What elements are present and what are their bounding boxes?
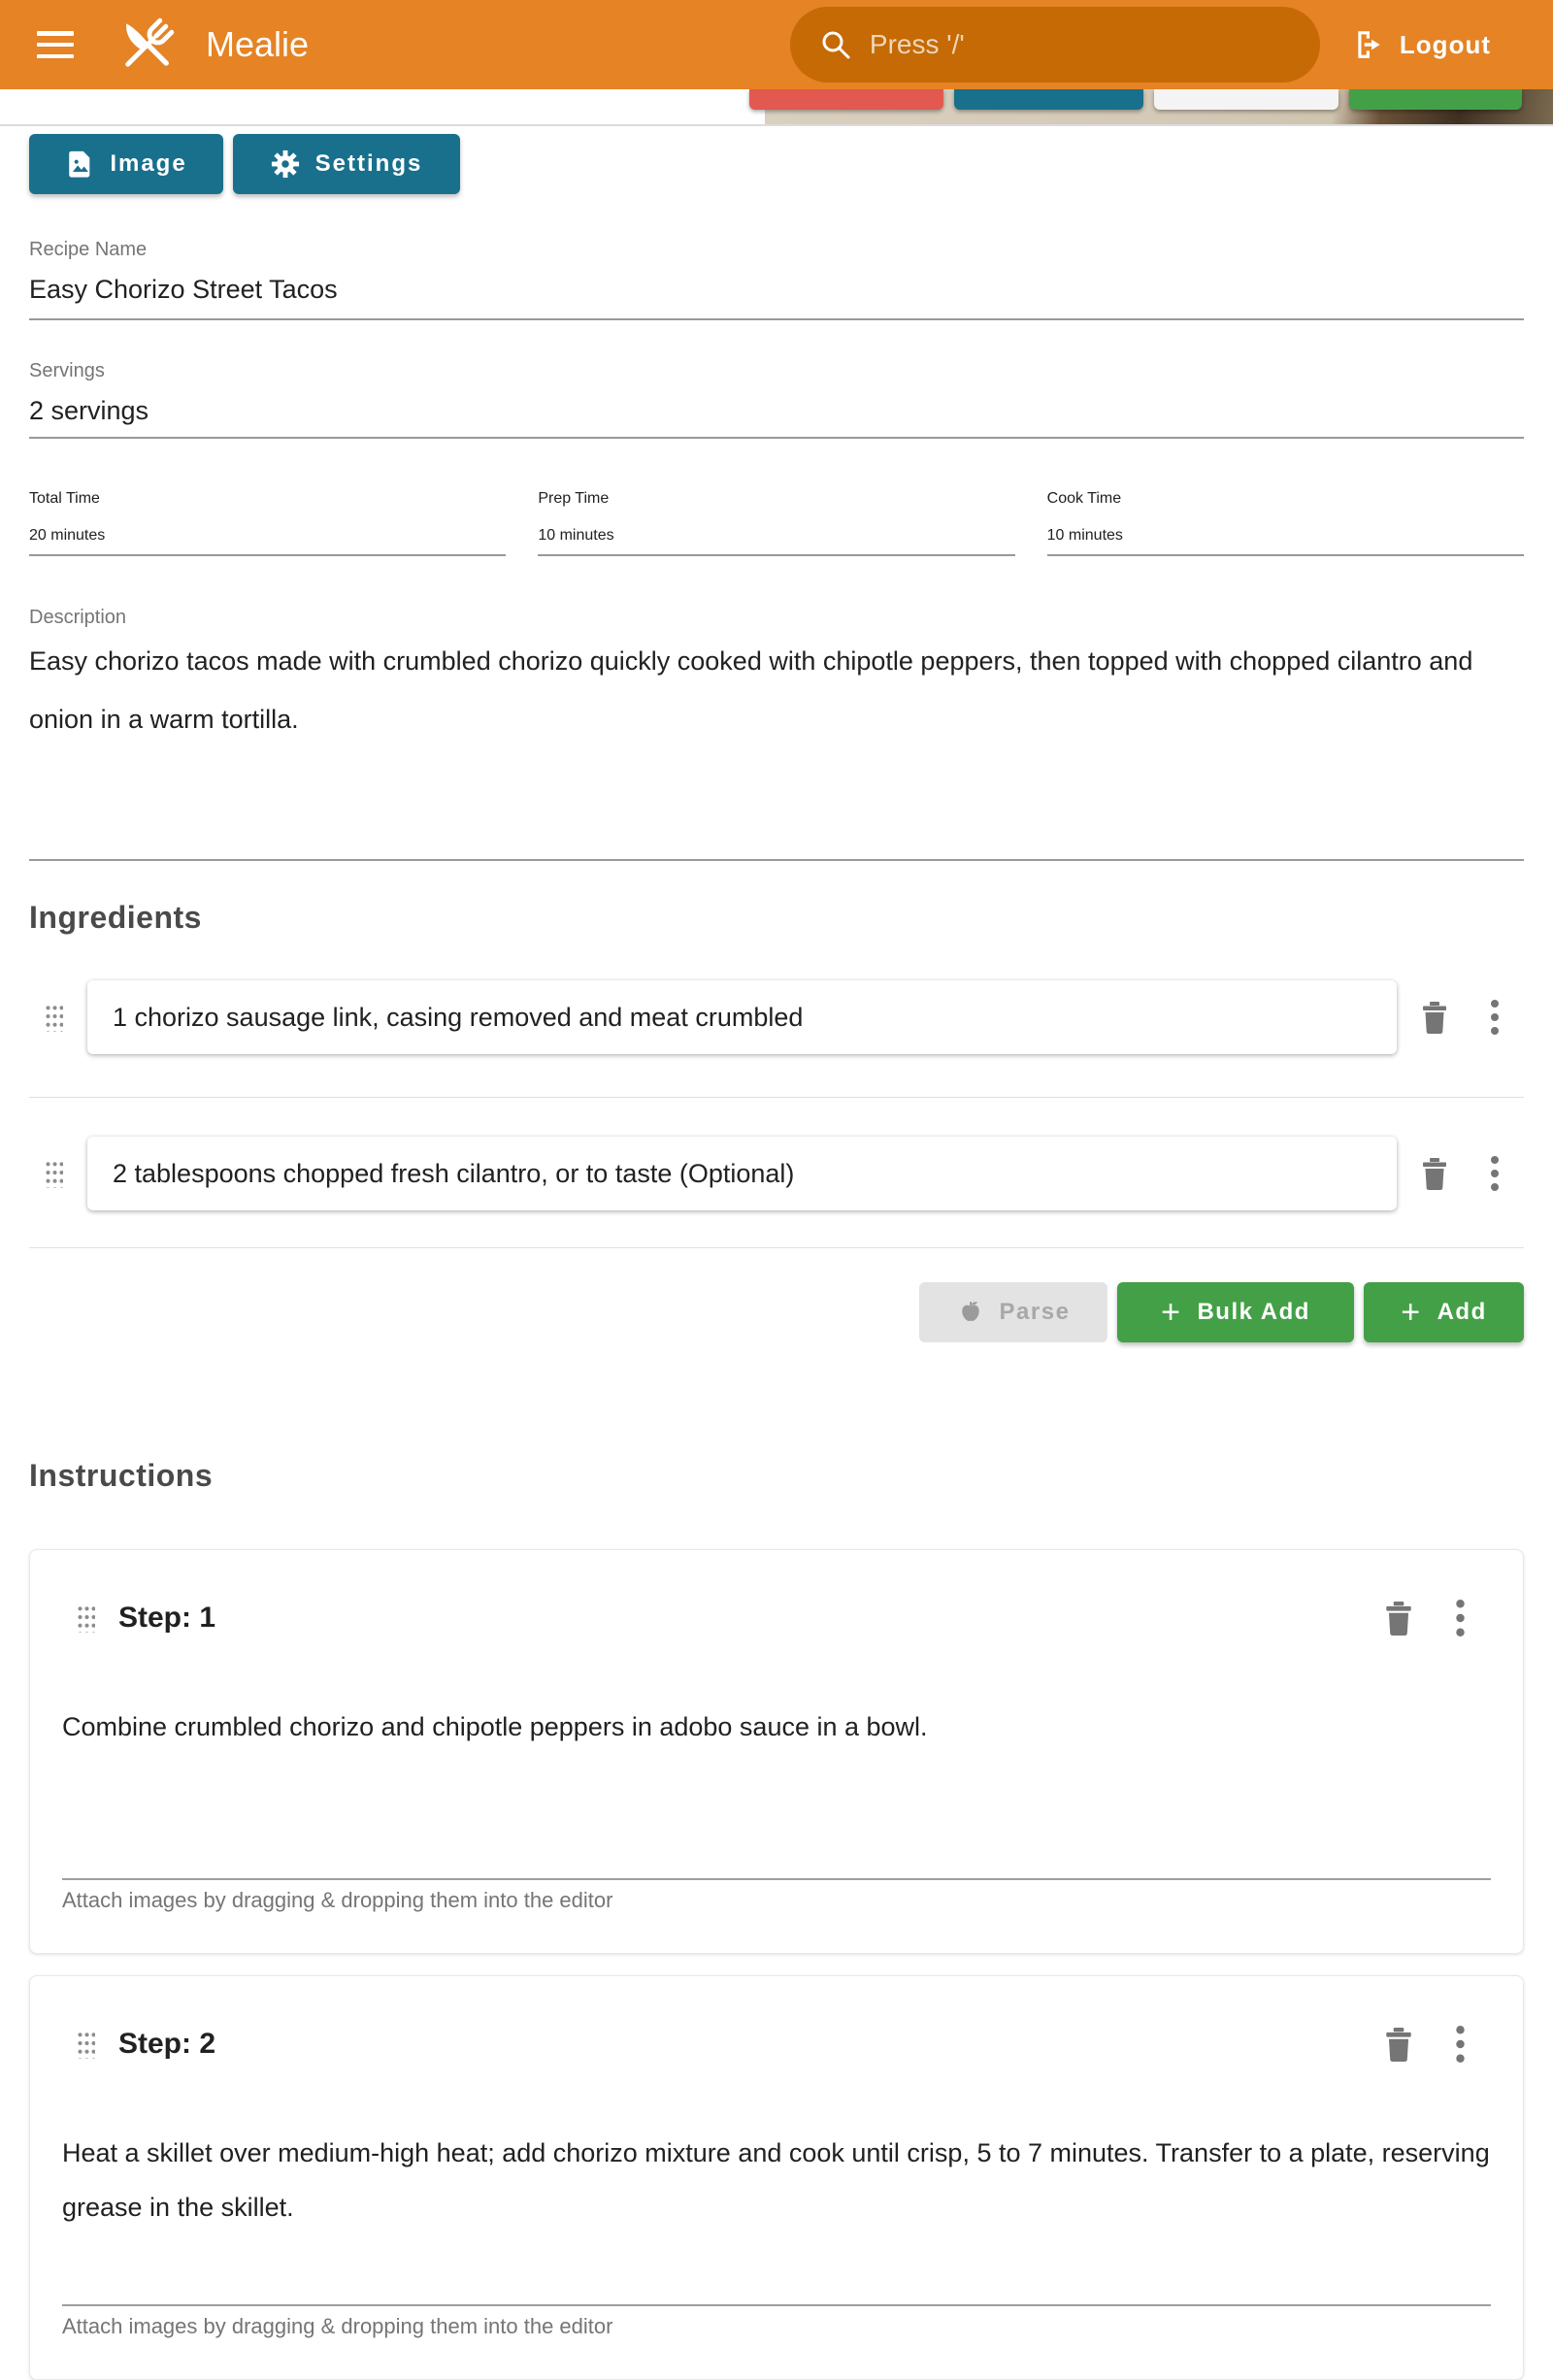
- bulk-add-button[interactable]: [1117, 1282, 1354, 1342]
- ingredient-text: 1 chorizo sausage link, casing removed and meat crumbled: [113, 1002, 804, 1032]
- plus-icon: +: [1161, 1294, 1182, 1331]
- kebab-icon: [1490, 1155, 1500, 1192]
- plus-icon: +: [1401, 1294, 1422, 1331]
- step-card: [29, 1549, 1524, 1954]
- drag-handle-icon[interactable]: [44, 1003, 63, 1032]
- trash-icon: [1383, 1601, 1414, 1636]
- drag-handle-icon[interactable]: [76, 2030, 95, 2059]
- search-placeholder: Press '/': [869, 29, 965, 59]
- apple-icon: [957, 1299, 984, 1326]
- step-editor[interactable]: Heat a skillet over medium-high heat; add chorizo mixture and cook until crisp, 5 to 7 minutes. Transfer to a plate, reserving grease in the skillet.: [62, 2138, 1490, 2222]
- delete-ingredient-button[interactable]: [1420, 1001, 1449, 1034]
- ingredient-input[interactable]: [87, 1137, 1397, 1210]
- mealie-logo-icon: [115, 12, 181, 78]
- logout-label: Logout: [1399, 29, 1491, 59]
- kebab-icon: [1455, 2025, 1466, 2064]
- add-ingredient-button[interactable]: [1364, 1282, 1524, 1342]
- divider: [29, 1097, 1524, 1098]
- step-header: [62, 1597, 1491, 1639]
- step-menu-icon[interactable]: [1455, 2025, 1466, 2064]
- ingredient-row: [29, 980, 1524, 1054]
- recipe-name-field: [29, 240, 1524, 320]
- editor-divider: [62, 2304, 1491, 2306]
- instructions-heading: Instructions: [29, 1458, 214, 1493]
- field-underline: [29, 318, 1524, 320]
- search-input[interactable]: [790, 7, 1320, 83]
- description-label: Description: [29, 607, 127, 628]
- ingredient-text: 2 tablespoons chopped fresh cilantro, or to taste (Optional): [113, 1158, 795, 1188]
- delete-step-button[interactable]: [1383, 1601, 1414, 1636]
- trash-icon: [1420, 1001, 1449, 1034]
- prep-time-label: Prep Time: [538, 490, 610, 507]
- partial-delete-button[interactable]: [749, 89, 943, 110]
- kebab-icon: [1490, 999, 1500, 1036]
- parse-button-label: Parse: [999, 1299, 1071, 1325]
- time-fields-row: [29, 490, 1524, 556]
- description-field: [29, 608, 1524, 861]
- partial-save-button[interactable]: [1349, 89, 1522, 110]
- step-title: Step: 1: [118, 1602, 216, 1634]
- attach-images-hint: Attach images by dragging & dropping them into the editor: [62, 1888, 613, 1912]
- recipe-editor: [0, 134, 1553, 2380]
- drag-handle-icon[interactable]: [44, 1159, 63, 1188]
- step-editor[interactable]: Combine crumbled chorizo and chipotle peppers in adobo sauce in a bowl.: [62, 1712, 928, 1741]
- field-underline: [29, 859, 1524, 861]
- cook-time-field: [1047, 490, 1524, 556]
- step-menu-icon[interactable]: [1455, 1599, 1466, 1637]
- total-time-label: Total Time: [29, 490, 100, 507]
- partial-white-button[interactable]: [1154, 89, 1338, 110]
- delete-step-button[interactable]: [1383, 2027, 1414, 2062]
- menu-icon[interactable]: [37, 31, 74, 58]
- image-file-icon: [65, 149, 94, 179]
- app-header: [0, 0, 1553, 89]
- delete-ingredient-button[interactable]: [1420, 1157, 1449, 1190]
- settings-button[interactable]: [233, 134, 460, 194]
- app-title: Mealie: [206, 24, 310, 64]
- prep-time-input[interactable]: 10 minutes: [538, 527, 614, 544]
- gear-icon: [271, 149, 300, 179]
- search-icon: [819, 28, 852, 61]
- ingredient-input[interactable]: [87, 980, 1397, 1054]
- trash-icon: [1420, 1157, 1449, 1190]
- recipe-name-label: Recipe Name: [29, 239, 148, 260]
- editor-toolbar: [29, 134, 1524, 194]
- divider: [29, 1247, 1524, 1248]
- field-underline: [538, 554, 1014, 556]
- add-button-label: Add: [1437, 1299, 1487, 1325]
- image-button-label: Image: [110, 150, 187, 177]
- servings-field: [29, 361, 1524, 439]
- ingredients-heading: Ingredients: [29, 900, 202, 935]
- field-underline: [1047, 554, 1524, 556]
- drag-handle-icon[interactable]: [76, 1603, 95, 1633]
- field-underline: [29, 437, 1524, 439]
- ingredient-menu-icon[interactable]: [1490, 999, 1500, 1036]
- servings-label: Servings: [29, 360, 105, 381]
- step-title: Step: 2: [118, 2028, 216, 2060]
- parse-button[interactable]: [919, 1282, 1107, 1342]
- image-button[interactable]: [29, 134, 223, 194]
- kebab-icon: [1455, 1599, 1466, 1637]
- total-time-input[interactable]: 20 minutes: [29, 527, 106, 544]
- description-textarea[interactable]: Easy chorizo tacos made with crumbled chorizo quickly cooked with chipotle peppers, then topped with chopped cilantro and onion in a warm tortilla.: [29, 646, 1473, 734]
- ingredient-actions: [29, 1282, 1524, 1342]
- field-underline: [29, 554, 506, 556]
- step-card: [29, 1975, 1524, 2380]
- logout-button[interactable]: [1353, 28, 1491, 61]
- cook-time-input[interactable]: 10 minutes: [1046, 527, 1123, 544]
- cook-time-label: Cook Time: [1046, 490, 1122, 507]
- servings-input[interactable]: 2 servings: [29, 396, 149, 425]
- prep-time-field: [538, 490, 1014, 556]
- attach-images-hint: Attach images by dragging & dropping them into the editor: [62, 2314, 613, 2338]
- ingredient-row: [29, 1137, 1524, 1210]
- step-header: [62, 2023, 1491, 2066]
- recipe-name-input[interactable]: Easy Chorizo Street Tacos: [29, 275, 338, 304]
- total-time-field: [29, 490, 506, 556]
- trash-icon: [1383, 2027, 1414, 2062]
- logout-icon: [1353, 28, 1386, 61]
- editor-divider: [62, 1878, 1491, 1880]
- ingredient-menu-icon[interactable]: [1490, 1155, 1500, 1192]
- partial-teal-button[interactable]: [954, 89, 1143, 110]
- bulk-add-button-label: Bulk Add: [1197, 1299, 1310, 1325]
- settings-button-label: Settings: [314, 150, 423, 177]
- recipe-image-strip: [0, 89, 1553, 126]
